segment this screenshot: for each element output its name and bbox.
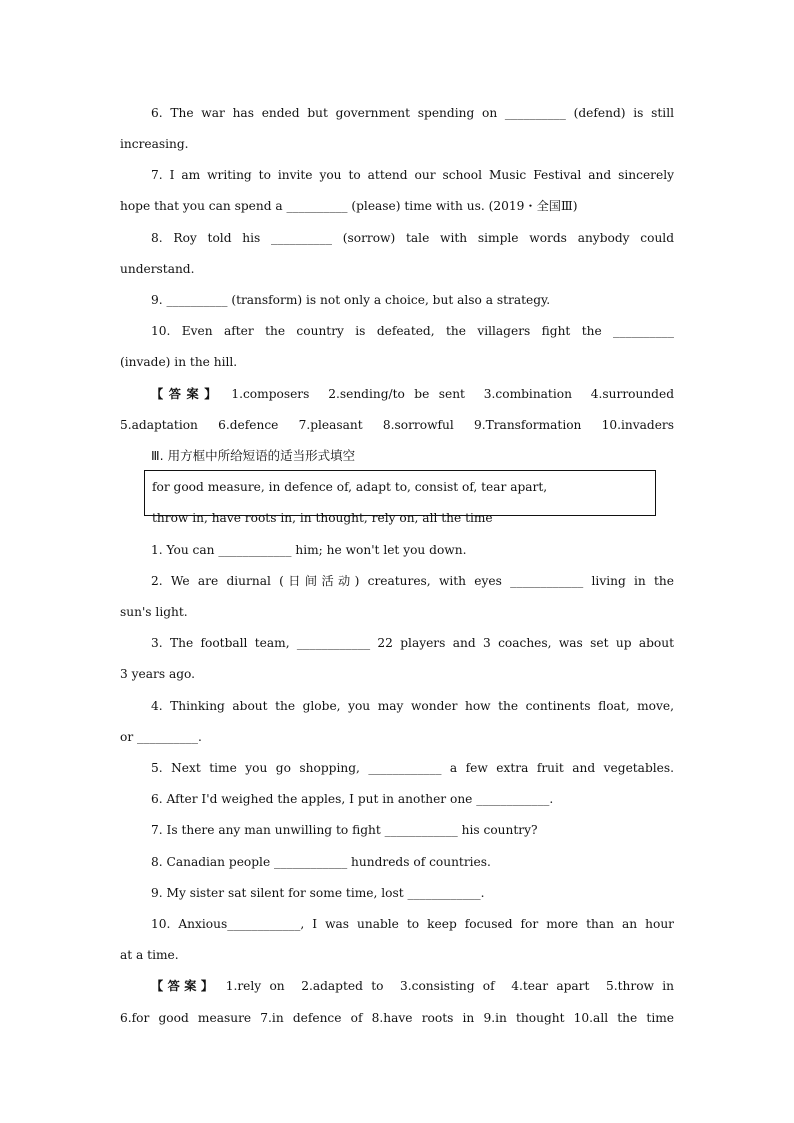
answer-key-3-cont: 6.for good measure 7.in defence of 8.have roots in 9.in thought 10.all the time xyxy=(120,1011,674,1025)
question-7-cont: hope that you can spend a __________ (please) time with us. (2019・全国Ⅲ) xyxy=(120,199,578,213)
question-6-cont: increasing. xyxy=(120,137,189,151)
s3-question-2-cont: sun's light. xyxy=(120,605,188,619)
question-10-cont: (invade) in the hill. xyxy=(120,355,238,369)
s3-question-1: 1. You can ____________ him; he won't let you down. xyxy=(151,543,467,557)
s3-question-10: 10. Anxious____________, I was unable to keep focused for more than an hour xyxy=(151,917,674,931)
question-9: 9. __________ (transform) is not only a choice, but also a strategy. xyxy=(151,293,551,307)
s3-question-3: 3. The football team, ____________ 22 players and 3 coaches, was set up about xyxy=(151,636,674,650)
s3-question-8: 8. Canadian people ____________ hundreds of countries. xyxy=(151,855,491,869)
answer-key-3 xyxy=(151,978,674,994)
s3-question-9: 9. My sister sat silent for some time, lost ____________. xyxy=(151,886,485,900)
s3-question-4: 4. Thinking about the globe, you may wonder how the continents float, move, xyxy=(151,699,674,713)
question-8-cont: understand. xyxy=(120,262,195,276)
answer-key-2-cont: 5.adaptation 6.defence 7.pleasant 8.sorrowful 9.Transformation 10.invaders xyxy=(120,418,674,432)
answer-key-2 xyxy=(151,386,674,402)
question-8: 8. Roy told his __________ (sorrow) tale with simple words anybody could xyxy=(151,231,674,245)
answer-line: 1.composers 2.sending/to be sent 3.combination 4.surrounded xyxy=(221,387,674,401)
question-6: 6. The war has ended but government spending on __________ (defend) is still xyxy=(151,106,674,120)
phrase-box-line-1: for good measure, in defence of, adapt to, consist of, tear apart, xyxy=(152,480,548,494)
phrase-box-line-2: throw in, have roots in, in thought, rely on, all the time xyxy=(152,511,493,525)
s3-question-10-cont: at a time. xyxy=(120,948,179,962)
s3-question-6: 6. After I'd weighed the apples, I put in another one ____________. xyxy=(151,792,554,806)
s3-question-7: 7. Is there any man unwilling to fight ____________ his country? xyxy=(151,823,538,837)
question-10: 10. Even after the country is defeated, the villagers fight the __________ xyxy=(151,324,674,338)
s3-question-3-cont: 3 years ago. xyxy=(120,667,196,681)
s3-question-2: 2. We are diurnal (日间活动) creatures, with eyes ____________ living in the xyxy=(151,574,674,588)
section-3-heading: Ⅲ. 用方框中所给短语的适当形式填空 xyxy=(151,448,356,463)
answer-line: 1.rely on 2.adapted to 3.consisting of 4.tear apart 5.throw in xyxy=(217,979,674,993)
answer-label: 【答案】 xyxy=(151,387,222,401)
s3-question-5: 5. Next time you go shopping, ____________ a few extra fruit and vegetables. xyxy=(151,761,674,775)
answer-label: 【答案】 xyxy=(151,979,218,993)
question-7: 7. I am writing to invite you to attend our school Music Festival and sincerely xyxy=(151,168,674,182)
s3-question-4-cont: or __________. xyxy=(120,730,202,744)
